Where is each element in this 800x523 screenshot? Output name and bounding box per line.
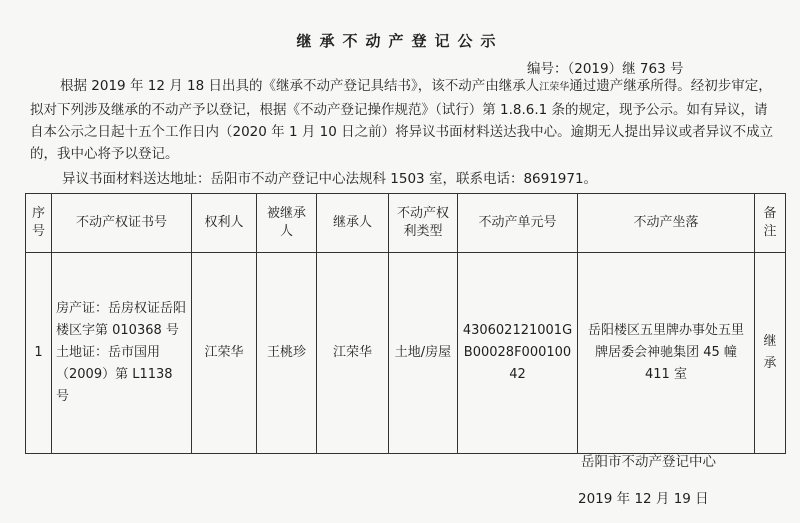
objection-address: 异议书面材料送达地址：岳阳市不动产登记中心法规科 1503 室，联系电话：8691971。 — [62, 171, 598, 187]
heir-name-inline: 江荣华 — [539, 82, 570, 93]
header-decedent: 被继承人 — [257, 194, 317, 253]
cell-decedent: 王桃珍 — [257, 253, 317, 454]
paragraph-text-2: 通过遗产继承所得。经初步审定， 拟对下列涉及继承的不动产予以登记，根据《不动产登记操作规范》（试行）第 1.8.6.1 条的规定，现予公示。如有异议，请自本公示之日起十五个工作日内（2020 年 1 月 10 日之前）将异议书面材料送达我中心。逾期无人提出异议或者异议不成立的，我中心将予以登记。 — [30, 78, 774, 162]
header-holder: 权利人 — [192, 194, 257, 253]
page-title: 继承不动产登记公示 — [296, 32, 504, 50]
header-right-type: 不动产权利类型 — [389, 194, 458, 253]
cell-heir: 江荣华 — [317, 253, 389, 454]
header-seq: 序号 — [26, 194, 52, 253]
issue-date: 2019 年 12 月 19 日 — [578, 491, 709, 507]
cell-location: 岳阳楼区五里牌办事处五里牌居委会神驰集团 45 幢 411 室 — [578, 253, 755, 454]
header-remark: 备注 — [755, 194, 786, 253]
cell-right-type: 土地/房屋 — [389, 253, 458, 454]
cell-cert: 房产证：岳房权证岳阳楼区字第 010368 号 土地证：岳市国用（2009）第 L1138 号 — [52, 253, 192, 454]
cell-remark: 继承 — [755, 253, 786, 454]
notice-body — [30, 75, 778, 165]
header-unit-no: 不动产单元号 — [458, 194, 578, 253]
header-location: 不动产坐落 — [578, 194, 755, 253]
property-table — [25, 193, 786, 454]
document-number: 编号：（2019）继 763 号 — [527, 61, 684, 77]
table-row — [26, 253, 786, 454]
notice-paragraph — [30, 75, 778, 165]
issuing-organization: 岳阳市不动产登记中心 — [581, 454, 716, 470]
cell-holder: 江荣华 — [192, 253, 257, 454]
header-heir: 继承人 — [317, 194, 389, 253]
paragraph-text-1: 根据 2019 年 12 月 18 日出具的《继承不动产登记具结书》，该不动产由继承人 — [60, 78, 540, 94]
header-cert: 不动产权证书号 — [52, 194, 192, 253]
cell-seq: 1 — [26, 253, 52, 454]
table-header-row — [26, 194, 786, 253]
cell-unit-no: 430602121001GB00028F00010042 — [458, 253, 578, 454]
